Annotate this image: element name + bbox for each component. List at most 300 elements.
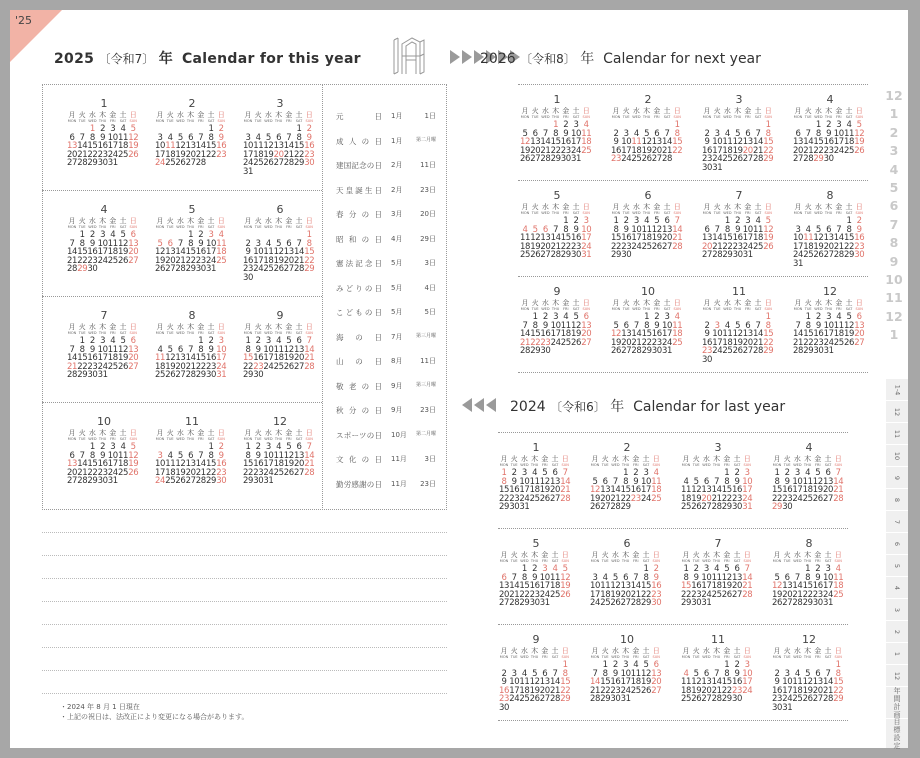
weekday-jp: 土 [295,111,303,119]
day-cell: 16 [651,329,662,340]
month-index-item[interactable]: 11 [885,290,903,306]
day-cell: 22 [844,241,855,252]
month-index-item[interactable]: 2 [889,124,899,140]
holiday-row [336,160,436,174]
day-cell: 22 [803,337,814,348]
day-cell: 7 [825,668,831,679]
day-cell: 3 [265,336,271,346]
day-cell: 20 [742,145,753,156]
weekday-en: SAT [845,307,853,311]
month-index-item[interactable]: 1 [889,327,899,343]
section-tab[interactable] [886,576,908,598]
section-tab[interactable] [886,664,908,686]
weekday-jp: 日 [217,217,225,225]
month-calendar [156,204,228,284]
month-index-item[interactable]: 9 [889,253,899,269]
weekday-en: SAT [295,331,303,335]
day-cell: 11 [273,344,284,355]
day-cell: 12 [128,450,139,461]
day-cell: 30 [97,158,108,169]
day-cell: 13 [701,485,712,496]
day-cell: 19 [283,459,294,470]
day-cell: 20 [530,145,541,156]
weekday-jp: 火 [692,455,700,463]
day-cell: 1 [674,120,680,130]
day-cell: 23 [813,337,824,348]
day-cell: 5 [613,320,619,331]
day-cell: 18 [560,329,571,340]
day-cell: 21 [77,149,88,160]
day-cell: 28 [742,589,753,600]
weekday-en: TUE [254,437,262,441]
weekday-jp: 火 [783,647,791,655]
day-cell: 12 [641,668,652,679]
day-cell: 11 [529,476,540,487]
section-tab[interactable] [886,378,908,400]
day-cell: 30 [87,370,98,381]
section-tab[interactable] [886,686,908,718]
day-cell: 11 [711,572,722,583]
weekday-jp: 火 [804,299,812,307]
day-cell: 19 [732,145,743,156]
day-cell: 8 [501,476,507,487]
day-cell: 28 [803,154,814,165]
holiday-name: こどもの日 [336,308,382,317]
weekday-jp: 金 [814,647,822,655]
weekday-en: THU [733,211,742,215]
day-cell: 6 [532,128,538,139]
holiday-day: 第三月曜 [415,332,436,339]
weekday-jp: 火 [622,203,630,211]
day-cell: 15 [722,233,733,244]
day-cell: 28 [195,476,206,487]
day-cell: 28 [662,154,673,165]
day-cell: 16 [732,233,743,244]
day-cell: 8 [805,572,811,583]
day-cell: 6 [296,336,302,346]
weekday-jp: 月 [521,107,529,115]
weekday-jp: 土 [295,323,303,331]
month-index-item[interactable]: 10 [885,271,903,287]
weekday-en: SUN [743,463,751,467]
day-cell: 30 [195,264,206,275]
day-cell: 17 [742,233,753,244]
day-cell: 7 [198,450,204,461]
weekday-jp: 金 [744,203,752,211]
day-cell: 4 [255,132,261,143]
day-cell: 13 [742,329,753,340]
weekday-jp: 水 [793,551,801,559]
weekday-jp: 月 [591,455,599,463]
weekday-jp: 金 [744,299,752,307]
day-cell: 25 [600,598,611,609]
day-cell: 26 [520,154,531,165]
section-tab[interactable] [886,718,908,748]
section-tab[interactable] [886,642,908,664]
day-cell: 2 [815,564,821,574]
section-tab[interactable] [886,422,908,444]
month-index-item[interactable]: 12 [885,308,903,324]
day-cell: 21 [77,467,88,478]
day-cell: 12 [155,247,166,258]
weekday-en: SAT [845,115,853,119]
day-cell: 21 [67,361,78,372]
day-cell: 16 [243,255,254,266]
day-cell: 7 [714,476,720,487]
day-cell: 21 [610,493,621,504]
day-cell: 24 [581,241,592,252]
weekday-jp: 土 [824,455,832,463]
weekday-en: TUE [166,225,174,229]
day-cell: 20 [600,493,611,504]
weekday-en: THU [98,225,107,229]
section-tab[interactable] [886,488,908,510]
title-2024 [510,396,785,416]
day-cell: 29 [243,476,254,487]
month-number: 12 [273,415,287,428]
weekday-en: SAT [824,463,832,467]
day-cell: 9 [856,224,862,235]
day-cell: 19 [530,241,541,252]
day-cell: 3 [703,564,709,574]
day-cell: 8 [724,476,730,487]
month-number: 12 [802,633,816,646]
day-cell: 23 [216,467,227,478]
section-tab[interactable] [886,532,908,554]
day-cell: 20 [651,677,662,688]
day-cell: 14 [195,141,206,152]
weekday-en: SUN [652,655,660,659]
weekday-en: SAT [119,225,127,229]
day-cell: 14 [662,137,673,148]
weekday-jp: 火 [783,551,791,559]
weekday-jp: 火 [166,429,174,437]
day-cell: 27 [185,476,196,487]
day-cell: 28 [793,346,804,357]
weekday-jp: 火 [166,111,174,119]
day-cell: 4 [602,572,608,583]
day-cell: 3 [794,468,800,478]
day-cell: 13 [600,485,611,496]
day-cell: 2 [613,128,619,139]
day-cell: 3 [784,668,790,679]
holiday-name: 春分の日 [336,210,382,219]
day-cell: 25 [681,694,692,705]
day-cell: 29 [641,346,652,357]
weekday-en: MON [702,211,712,215]
weekday-en: TUE [166,331,174,335]
day-cell: 19 [273,255,284,266]
day-cell: 20 [283,255,294,266]
day-cell: 24 [243,158,254,169]
weekday-jp: 日 [305,429,313,437]
day-cell: 10 [823,320,834,331]
weekday-en: THU [824,115,833,119]
day-cell: 26 [590,502,601,513]
day-cell: 4 [644,216,650,226]
day-cell: 7 [562,468,568,478]
weekday-en: SUN [217,331,225,335]
day-cell: 26 [273,264,284,275]
day-cell: 6 [188,450,194,461]
day-cell: 23 [854,241,865,252]
weekday-en: WED [814,115,823,119]
weekday-en: TUE [510,463,518,467]
holiday-day: 3日 [424,455,436,463]
day-cell: 6 [296,442,302,452]
day-cell: 5 [286,336,292,346]
section-tab[interactable] [886,598,908,620]
day-cell: 8 [613,224,619,235]
day-cell: 9 [208,344,214,355]
section-tabs [886,378,908,748]
day-cell: 25 [802,493,813,504]
day-cell: 16 [772,685,783,696]
day-cell: 14 [711,485,722,496]
day-cell: 24 [107,149,118,160]
day-cell: 1 [89,442,95,452]
day-cell: 26 [641,154,652,165]
weekday-en: TUE [254,225,262,229]
month-index-item[interactable]: 5 [889,179,899,195]
day-cell: 29 [721,502,732,513]
weekday-en: MON [499,655,509,659]
weekday-en: THU [824,211,833,215]
day-cell: 28 [550,250,561,261]
day-cell: 10 [792,476,803,487]
day-cell: 1 [683,564,689,574]
day-cell: 28 [560,493,571,504]
day-cell: 23 [529,589,540,600]
day-cell: 7 [79,132,85,143]
weekday-jp: 木 [804,551,812,559]
month-index-item[interactable]: 8 [889,235,899,251]
section-tab[interactable] [886,444,908,466]
weekday-jp: 火 [510,455,518,463]
day-cell: 9 [218,450,224,461]
weekday-jp: 水 [176,111,184,119]
month-index-item[interactable]: 4 [889,161,899,177]
day-cell: 9 [653,572,659,583]
day-cell: 21 [304,459,315,470]
weekday-jp: 金 [285,429,293,437]
month-index-item[interactable]: 1 [889,106,899,122]
day-cell: 18 [641,233,652,244]
weekday-en: WED [264,119,273,123]
day-cell: 8 [296,132,302,143]
weekday-jp: 金 [197,217,205,225]
weekday-jp: 金 [109,111,117,119]
day-cell: 27 [294,467,305,478]
day-cell: 29 [611,250,622,261]
month-index-item[interactable]: 12 [885,88,903,103]
day-cell: 31 [107,476,118,487]
day-cell: 25 [520,250,531,261]
section-tab[interactable] [886,620,908,642]
weekday-jp: 月 [156,429,164,437]
month-calendar [591,442,663,522]
day-cell: 25 [651,493,662,504]
day-cell: 24 [216,361,227,372]
day-cell: 19 [118,247,129,258]
weekday-en: SUN [305,119,313,123]
day-cell: 24 [662,337,673,348]
day-cell: 11 [165,141,176,152]
weekday-en: FRI [815,559,821,563]
day-cell: 17 [742,485,753,496]
weekday-en: THU [642,211,651,215]
weekday-jp: 水 [723,299,731,307]
month-index-item[interactable]: 7 [889,216,899,232]
day-cell: 21 [185,361,196,372]
weekday-jp: 水 [814,203,822,211]
day-cell: 24 [509,694,520,705]
arrows-left-icon [462,398,506,412]
weekday-jp: 金 [285,111,293,119]
weekday-en: WED [88,119,97,123]
day-cell: 17 [742,677,753,688]
weekday-jp: 日 [855,203,863,211]
day-cell: 6 [130,336,136,346]
weekday-en: SAT [663,307,671,311]
day-cell: 2 [734,468,740,478]
day-cell: 28 [833,250,844,261]
day-cell: 30 [529,598,540,609]
weekday-jp: 土 [663,299,671,307]
weekday-en: TUE [254,331,262,335]
day-cell: 22 [87,149,98,160]
weekday-jp: 水 [702,455,710,463]
section-tab[interactable] [886,466,908,488]
day-cell: 23 [97,467,108,478]
day-cell: 15 [802,581,813,592]
day-cell: 14 [304,344,315,355]
day-cell: 22 [185,255,196,266]
weekday-jp: 日 [855,299,863,307]
weekday-jp: 木 [275,217,283,225]
weekday-en: SUN [305,331,313,335]
holiday-month: 9月 [391,381,403,390]
section-tab[interactable] [886,400,908,422]
day-cell: 19 [128,459,139,470]
weekday-jp: 水 [632,107,640,115]
day-cell: 9 [198,238,204,249]
day-cell: 6 [826,224,832,235]
day-cell: 25 [216,255,227,266]
month-index-item[interactable]: 3 [889,143,899,159]
day-cell: 1 [501,468,507,478]
day-cell: 6 [177,344,183,355]
weekday-jp: 木 [187,429,195,437]
weekday-en: FRI [198,119,204,123]
day-cell: 12 [118,238,129,249]
section-tab-label: 8 [892,497,901,502]
day-cell: 10 [155,141,166,152]
day-cell: 13 [854,320,865,331]
weekday-en: TUE [622,307,630,311]
weekday-en: TUE [78,331,86,335]
day-cell: 11 [550,572,561,583]
weekday-jp: 火 [78,429,86,437]
day-cell: 30 [509,502,520,513]
weekday-en: FRI [724,463,730,467]
weekday-en: WED [541,115,550,119]
weekday-jp: 日 [743,455,751,463]
weekday-en: SAT [754,307,762,311]
holiday-day: 23日 [420,406,436,414]
section-tab[interactable] [886,510,908,532]
day-cell: 26 [812,493,823,504]
day-cell: 23 [253,467,264,478]
weekday-en: SAT [295,119,303,123]
day-cell: 23 [812,589,823,600]
day-cell: 24 [701,589,712,600]
day-cell: 15 [185,247,196,258]
day-cell: 17 [550,329,561,340]
day-cell: 24 [823,589,834,600]
weekday-en: FRI [286,437,292,441]
day-cell: 28 [304,467,315,478]
weekday-en: TUE [692,463,700,467]
day-cell: 20 [701,493,712,504]
day-cell: 31 [206,264,217,275]
day-cell: 8 [79,238,85,249]
day-cell: 15 [77,353,88,364]
section-tab[interactable] [886,554,908,576]
weekday-jp: 木 [275,111,283,119]
day-cell: 27 [812,694,823,705]
weekday-en: WED [814,211,823,215]
day-cell: 21 [175,255,186,266]
holiday-day: 29日 [420,234,436,243]
holiday-day: 20日 [420,210,436,218]
weekday-en: THU [712,559,721,563]
day-cell: 21 [283,149,294,160]
month-index-item[interactable]: 6 [889,198,899,214]
day-cell: 26 [813,250,824,261]
weekday-en: SAT [572,115,580,119]
day-cell: 20 [812,685,823,696]
day-cell: 26 [560,589,571,600]
weekday-jp: 土 [119,111,127,119]
weekday-jp: 水 [814,107,822,115]
day-cell: 15 [620,485,631,496]
day-cell: 17 [155,149,166,160]
day-cell: 27 [283,264,294,275]
day-cell: 27 [165,264,176,275]
day-cell: 12 [611,329,622,340]
day-cell: 3 [255,238,261,249]
day-cell: 25 [155,370,166,381]
day-cell: 10 [550,320,561,331]
holiday-month: 11月 [391,479,407,488]
weekday-en: TUE [78,225,86,229]
day-cell: 9 [511,476,517,487]
weekday-en: SUN [764,307,772,311]
section-tab-label: 4 [892,585,901,590]
day-cell: 29 [833,694,844,705]
weekday-en: TUE [601,655,609,659]
day-cell: 8 [208,132,214,143]
day-cell: 9 [815,320,821,331]
day-cell: 22 [721,493,732,504]
day-cell: 30 [782,502,793,513]
weekday-en: FRI [110,331,116,335]
weekday-jp: 火 [254,429,262,437]
weekday-jp: 金 [723,551,731,559]
weekday-en: THU [642,115,651,119]
weekday-jp: 火 [510,647,518,655]
